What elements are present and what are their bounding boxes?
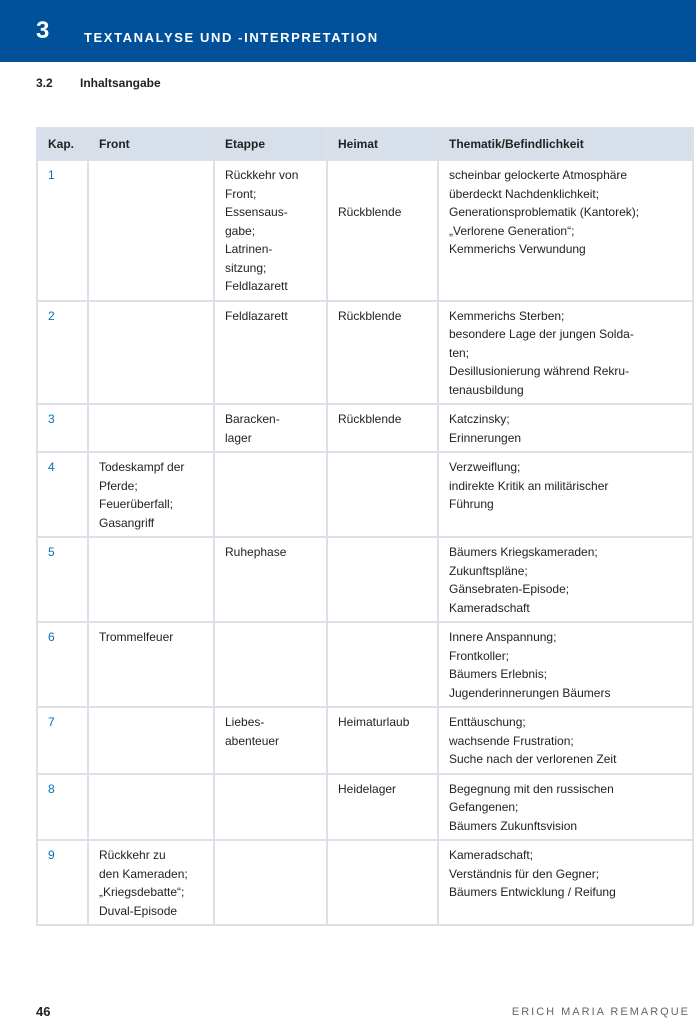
- cell-etappe: Rückkehr von Front; Essensaus- gabe; Latrinen- sitzung; Feldlazarett: [214, 160, 327, 301]
- cell-kap: 9: [37, 840, 88, 925]
- cell-front: Rückkehr zu den Kameraden; „Kriegsdebatte“; Duval-Episode: [88, 840, 214, 925]
- chapter-number: 3: [36, 17, 50, 44]
- cell-thematik: Bäumers Kriegskameraden; Zukunftspläne; Gänsebraten-Episode; Kameradschaft: [438, 537, 693, 622]
- cell-heimat: [327, 840, 438, 925]
- cell-thematik: Innere Anspannung; Frontkoller; Bäumers Erlebnis; Jugenderinnerungen Bäumers: [438, 622, 693, 707]
- cell-etappe: [214, 622, 327, 707]
- cell-front: Trommelfeuer: [88, 622, 214, 707]
- cell-front: [88, 404, 214, 452]
- cell-front: [88, 774, 214, 841]
- cell-thematik: scheinbar gelockerte Atmosphäre überdeckt Nachdenklichkeit; Generationsproblematik (Kantorek); „Verlorene Generation“; Kemmerichs Verwundung: [438, 160, 693, 301]
- summary-table: [36, 127, 694, 926]
- cell-front: Todeskampf der Pferde; Feuerüberfall; Gasangriff: [88, 452, 214, 537]
- cell-etappe: Liebes- abenteuer: [214, 707, 327, 774]
- column-header-kap: Kap.: [37, 128, 88, 160]
- cell-heimat: Rückblende: [327, 404, 438, 452]
- section-number: 3.2: [36, 76, 53, 90]
- section-heading: [36, 76, 161, 90]
- cell-etappe: [214, 840, 327, 925]
- table-header-row: [37, 128, 693, 160]
- table-row: [37, 537, 693, 622]
- cell-kap: 2: [37, 301, 88, 405]
- cell-front: [88, 707, 214, 774]
- column-header-thematik: Thematik/Befindlichkeit: [438, 128, 693, 160]
- table-row: [37, 622, 693, 707]
- table-row: [37, 840, 693, 925]
- cell-heimat: [327, 452, 438, 537]
- column-header-heimat: Heimat: [327, 128, 438, 160]
- cell-thematik: Kemmerichs Sterben; besondere Lage der jungen Solda- ten; Desillusionierung während Rekru- tenausbildung: [438, 301, 693, 405]
- cell-thematik: Enttäuschung; wachsende Frustration; Suche nach der verlorenen Zeit: [438, 707, 693, 774]
- column-header-front: Front: [88, 128, 214, 160]
- cell-etappe: Feldlazarett: [214, 301, 327, 405]
- cell-etappe: [214, 774, 327, 841]
- table-row: [37, 452, 693, 537]
- chapter-header-bar: [0, 0, 696, 62]
- cell-kap: 5: [37, 537, 88, 622]
- cell-heimat: Heidelager: [327, 774, 438, 841]
- cell-thematik: Katczinsky; Erinnerungen: [438, 404, 693, 452]
- table-row: [37, 404, 693, 452]
- table-row: [37, 160, 693, 301]
- cell-kap: 6: [37, 622, 88, 707]
- column-header-etappe: Etappe: [214, 128, 327, 160]
- table-row: [37, 707, 693, 774]
- cell-kap: 8: [37, 774, 88, 841]
- cell-heimat: [327, 537, 438, 622]
- table-row: [37, 301, 693, 405]
- cell-kap: 1: [37, 160, 88, 301]
- cell-kap: 3: [37, 404, 88, 452]
- cell-thematik: Kameradschaft; Verständnis für den Gegner; Bäumers Entwicklung / Reifung: [438, 840, 693, 925]
- cell-kap: 7: [37, 707, 88, 774]
- cell-etappe: [214, 452, 327, 537]
- cell-thematik: Verzweiflung; indirekte Kritik an militärischer Führung: [438, 452, 693, 537]
- chapter-title: TEXTANALYSE UND -INTERPRETATION: [84, 30, 379, 45]
- cell-thematik: Begegnung mit den russischen Gefangenen; Bäumers Zukunftsvision: [438, 774, 693, 841]
- cell-etappe: Ruhephase: [214, 537, 327, 622]
- cell-kap: 4: [37, 452, 88, 537]
- table-row: [37, 774, 693, 841]
- cell-heimat: Heimaturlaub: [327, 707, 438, 774]
- cell-heimat: [327, 622, 438, 707]
- section-title: Inhaltsangabe: [80, 76, 161, 90]
- cell-front: [88, 537, 214, 622]
- cell-heimat: Rückblende: [327, 301, 438, 405]
- footer-author: ERICH MARIA REMARQUE: [511, 1006, 690, 1018]
- cell-front: [88, 160, 214, 301]
- cell-heimat: Rückblende: [327, 160, 438, 301]
- cell-front: [88, 301, 214, 405]
- cell-etappe: Baracken- lager: [214, 404, 327, 452]
- page-number: 46: [36, 1004, 51, 1019]
